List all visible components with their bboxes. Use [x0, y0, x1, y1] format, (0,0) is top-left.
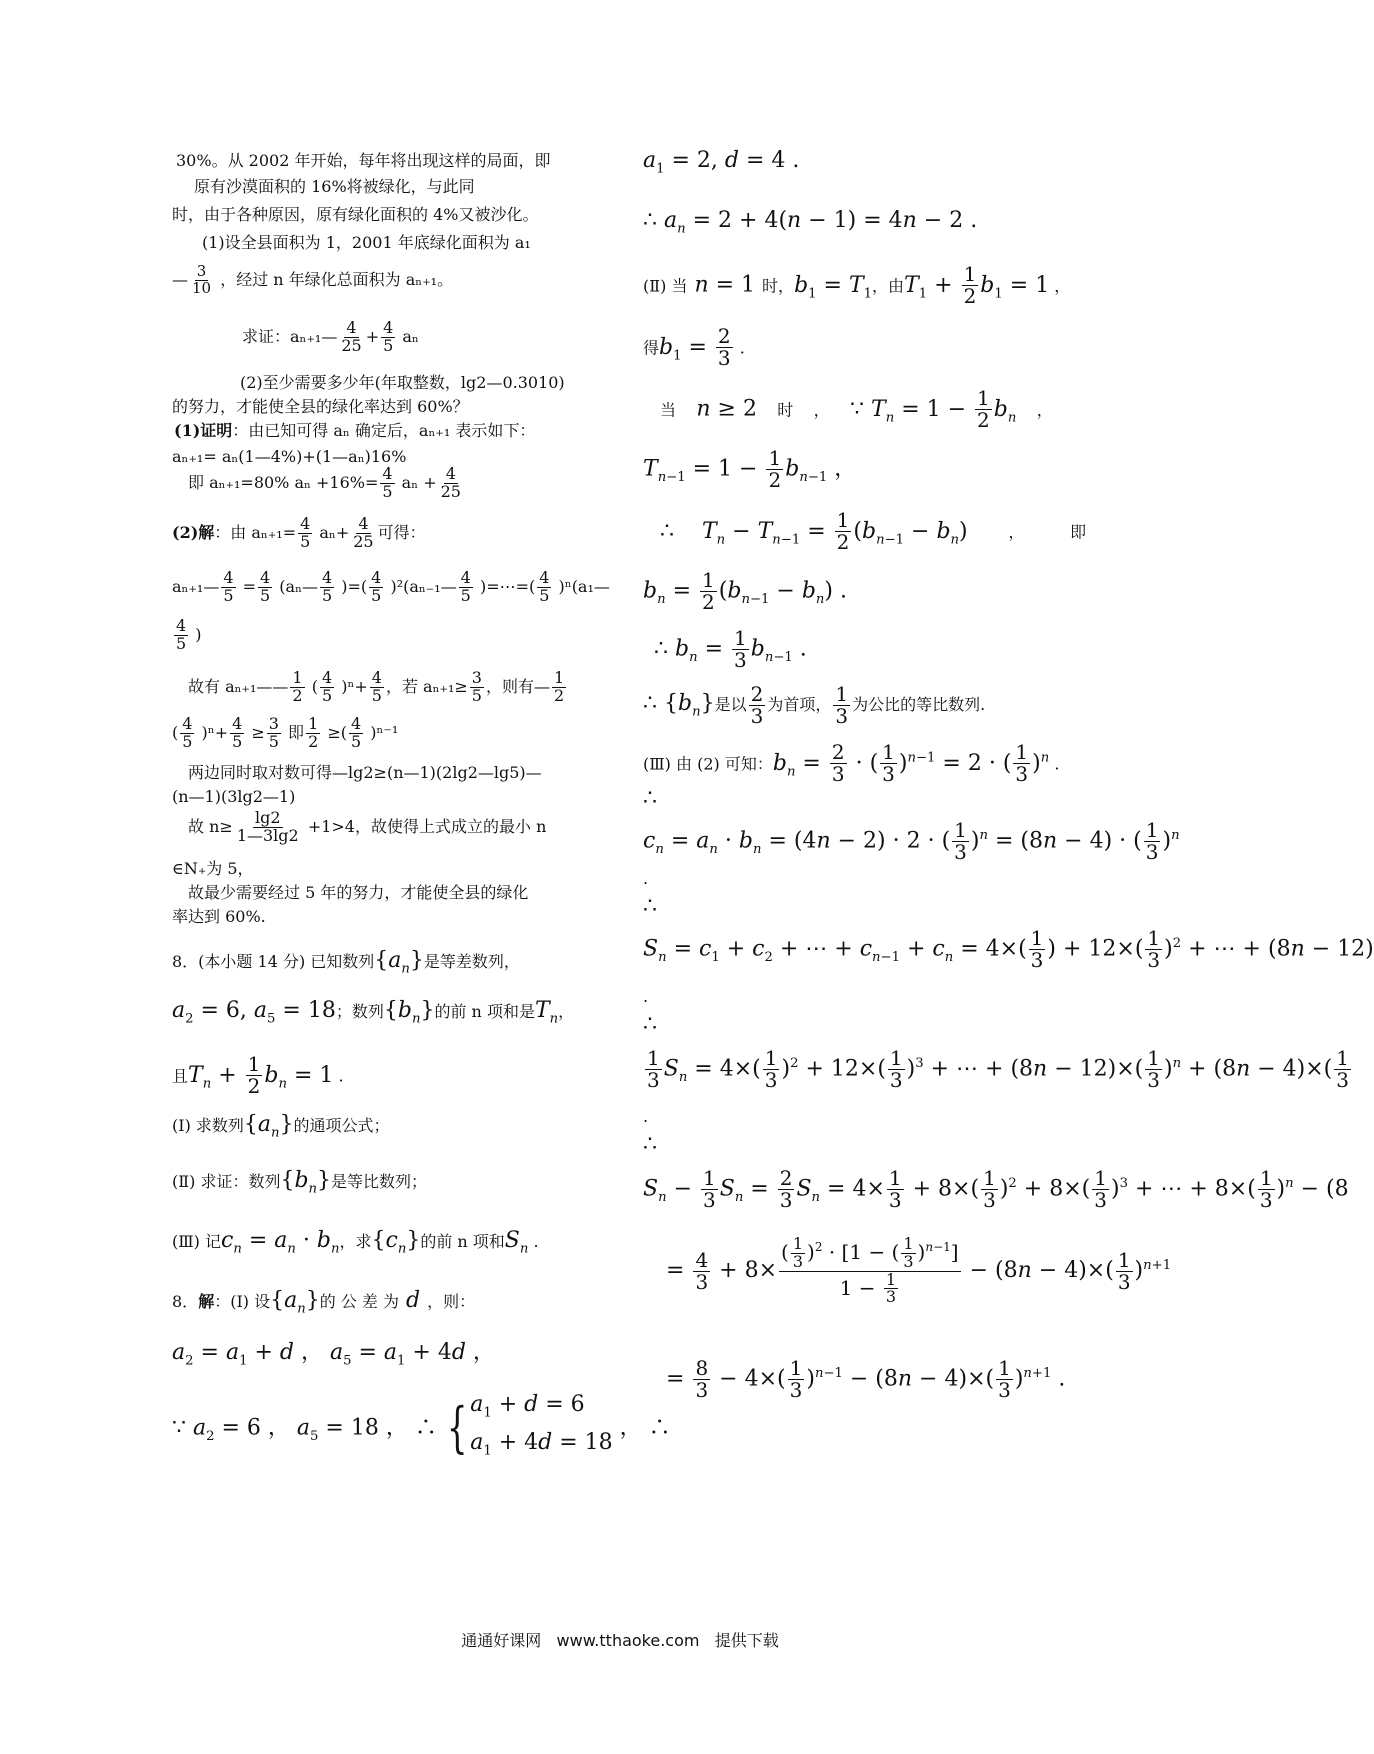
formula-line: 即 aₙ₊₁=80% aₙ +16%= $\frac{4}{5}$ aₙ + $\frac{4}{25}$	[188, 464, 461, 501]
problem-part: (Ⅲ) 记$c_n = a_n \cdot b_n$，求$\{c_n\}$的前 n 项和$S_n$ .	[172, 1228, 539, 1257]
therefore-mark: ∴	[643, 786, 657, 811]
text-line: 两边同时取对数可得—lg2≥(n—1)(2lg2—lg5)—	[188, 763, 542, 782]
therefore-mark: ∴	[643, 1012, 657, 1037]
solution-line: $T_{n-1} = 1$ − $\frac{1}{2}$ $b_{n-1}$ ，	[643, 446, 857, 492]
claim-line: 求证：aₙ₊₁— $\frac{4}{25}$ + $\frac{4}{5}$ aₙ	[242, 318, 419, 355]
formula-line: $\frac{4}{5}$ )	[176, 616, 202, 653]
text-line: — $\frac{3}{10}$ ，经过 n 年绿化总面积为 aₙ₊₁。	[172, 262, 454, 297]
formula-line: 故 n≥ $\frac{\lg 2}{1—3\lg 2}$ +1>4，故使得上式成立的最小 n	[188, 808, 547, 845]
solution-line: ∴ $\{b_n\}$是以 $\frac{2}{3}$ 为首项， $\frac{1}{3}$ 为公比的等比数列.	[643, 682, 986, 728]
formula-line: aₙ₊₁— $\frac{4}{5}$ = $\frac{4}{5}$ (aₙ— $\frac{4}{5}$ )=( $\frac{4}{5}$ )²(aₙ₋₁— $\frac{4}{5}$ )=⋯=( $\frac{4}{5}$ )ⁿ(a₁—	[172, 568, 610, 605]
therefore-mark: ∴	[643, 894, 657, 919]
solution-line: ∴ $a_n = 2 + 4(n - 1) = 4n - 2$ .	[643, 208, 978, 237]
text-line: 30%。从 2002 年开始，每年将出现这样的局面，即	[176, 151, 551, 170]
solution-line: = $\frac{4}{3}$ + 8× ( $\frac{1}{3}$ )$^2$ · [1 − ( $\frac{1}{3}$ )$^{n-1}$] 1 − $\frac{1}{3}$ − (8n − 4)×( $\frac{1}{3}$ )$^{n+1}$	[666, 1234, 1172, 1307]
therefore-mark: ∴	[643, 1132, 657, 1157]
problem-statement: 且$T_n$ + $\frac{1}{2}$ $b_n = 1$ .	[172, 1052, 344, 1098]
solution-line: 得$b_1$ = $\frac{2}{3}$ .	[643, 324, 745, 370]
text-line: 的努力，才能使全县的绿化率达到 60%？	[172, 397, 469, 416]
solution-line: 8．解：(Ⅰ) 设$\{a_n\}$的 公 差 为 d ，则：	[172, 1288, 476, 1317]
solution-line: $S_n = c_1 + c_2$ + ⋯ + $c_{n-1} + c_n = 4\times$( $\frac{1}{3}$ ) + 12×( $\frac{1}{3}$ )$^2$ + ⋯ + (8n − 12)	[643, 926, 1374, 972]
formula-line: ( $\frac{4}{5}$ )ⁿ+ $\frac{4}{5}$ ≥ $\frac{3}{5}$ 即 $\frac{1}{2}$ ≥( $\frac{4}{5}$ )ⁿ⁻¹	[172, 714, 399, 751]
solution-line: $\frac{1}{3}$ $S_n = 4\times$( $\frac{1}{3}$ )$^2$ + 12×( $\frac{1}{3}$ )$^3$ + ⋯ + (8n − 12)×( $\frac{1}{3}$ )$^n$ + (8n − 4)×( $\frac{1}{3}$	[647, 1046, 1349, 1092]
solution-line: ∵ $a_2 = 6$ ， $a_5 = 18$ ， ∴ { $a_1 + d = 6$ $a_1 + 4d = 18$ ， ∴	[172, 1392, 671, 1460]
text-line: aₙ₊₁= aₙ(1—4%)+(1—aₙ)16%	[172, 447, 407, 466]
dot-mark: .	[643, 1107, 649, 1126]
problem-part: (Ⅱ) 求证：数列$\{b_n\}$是等比数列；	[172, 1168, 428, 1197]
solution-line: $S_n$ − $\frac{1}{3}$ $S_n$ = $\frac{2}{3}$ $S_n = 4\times$ $\frac{1}{3}$ + 8×( $\frac{1}{3}$ )$^2$ + 8×( $\frac{1}{3}$ )$^3$ + ⋯ + 8×( $\frac{1}{3}$ )$^n$ − (8	[643, 1166, 1349, 1212]
text-line: 率达到 60%.	[172, 907, 266, 926]
dot-mark: .	[643, 987, 649, 1006]
text-line: (n—1)(3lg2—1)	[172, 787, 296, 806]
formula-line: 故有 aₙ₊₁—— $\frac{1}{2}$ ( $\frac{4}{5}$ )ⁿ+ $\frac{4}{5}$ ，若 aₙ₊₁≥ $\frac{3}{5}$ ，则有— $\frac{1}{2}$	[188, 668, 565, 705]
text-line: ∈N₊为 5，	[172, 859, 254, 878]
text-line: 时，由于各种原因，原有绿化面积的 4%又被沙化。	[172, 205, 539, 224]
footer-site-name: 通通好课网	[461, 1631, 542, 1650]
page-footer	[0, 1628, 1240, 1651]
solution-line: $a_1 = 2$, d = 4 .	[643, 148, 800, 177]
text-line: (1)设全县面积为 1，2001 年底绿化面积为 a₁	[202, 233, 531, 252]
solution-line: $b_n$ = $\frac{1}{2}$ $(b_{n-1} - b_n)$ .	[643, 568, 847, 614]
formula-line: (2)解：由 aₙ₊₁= $\frac{4}{5}$ aₙ+ $\frac{4}{25}$ 可得：	[172, 514, 426, 551]
text-line: (2)至少需要多少年(年取整数，lg2—0.3010)	[240, 373, 565, 392]
footer-url[interactable]: www.tthaoke.com	[556, 1631, 700, 1650]
dot-mark: .	[643, 869, 649, 888]
problem-part: (Ⅰ) 求数列$\{a_n\}$的通项公式；	[172, 1112, 390, 1141]
solution-line: ∴ $b_n$ = $\frac{1}{3}$ $b_{n-1}$ .	[654, 626, 807, 672]
solution-line: (Ⅱ) 当 n = 1 时，$b_1 = T_1$，由$T_1$ + $\frac{1}{2}$ $b_1 = 1$ ，	[643, 262, 1071, 308]
solution-line: 当 n ≥ 2 时 ， ∵ $T_n = 1$ − $\frac{1}{2}$ $b_n$ ，	[660, 386, 1053, 432]
problem-statement: $a_2 = 6$, $a_5 = 18$；数列$\{b_n\}$的前 n 项和是$T_n$，	[172, 998, 575, 1027]
solution-line: = $\frac{8}{3}$ − 4×( $\frac{1}{3}$ )$^{n-1}$ − (8n − 4)×( $\frac{1}{3}$ )$^{n+1}$ .	[666, 1356, 1066, 1402]
solution-line: $c_n = a_n \cdot b_n = (4n - 2) \cdot 2$ · ( $\frac{1}{3}$ )$^n$ = (8n − 4) · ( $\frac{1}{3}$ )$^n$	[643, 818, 1180, 864]
problem-statement: 8．(本小题 14 分) 已知数列$\{a_n\}$是等差数列，	[172, 948, 520, 977]
text-line: (1)证明：由已知可得 aₙ 确定后，aₙ₊₁ 表示如下：	[174, 421, 536, 440]
footer-tail: 提供下载	[714, 1631, 779, 1650]
solution-line: ∴ $T_n - T_{n-1}$ = $\frac{1}{2}$ $(b_{n-1} - b_n)$ ， 即	[660, 508, 1087, 554]
text-line: 故最少需要经过 5 年的努力，才能使全县的绿化	[188, 883, 529, 902]
solution-line: $a_2 = a_1 + d$ ， $a_5 = a_1 + 4d$ ，	[172, 1340, 495, 1369]
text-line: 原有沙漠面积的 16%将被绿化，与此同	[194, 177, 475, 196]
solution-line: (Ⅲ) 由 (2) 可知：$b_n$ = $\frac{2}{3}$ · ( $\frac{1}{3}$ )$^{n-1}$ = 2 · ( $\frac{1}{3}$ )$^n$ .	[643, 740, 1060, 786]
